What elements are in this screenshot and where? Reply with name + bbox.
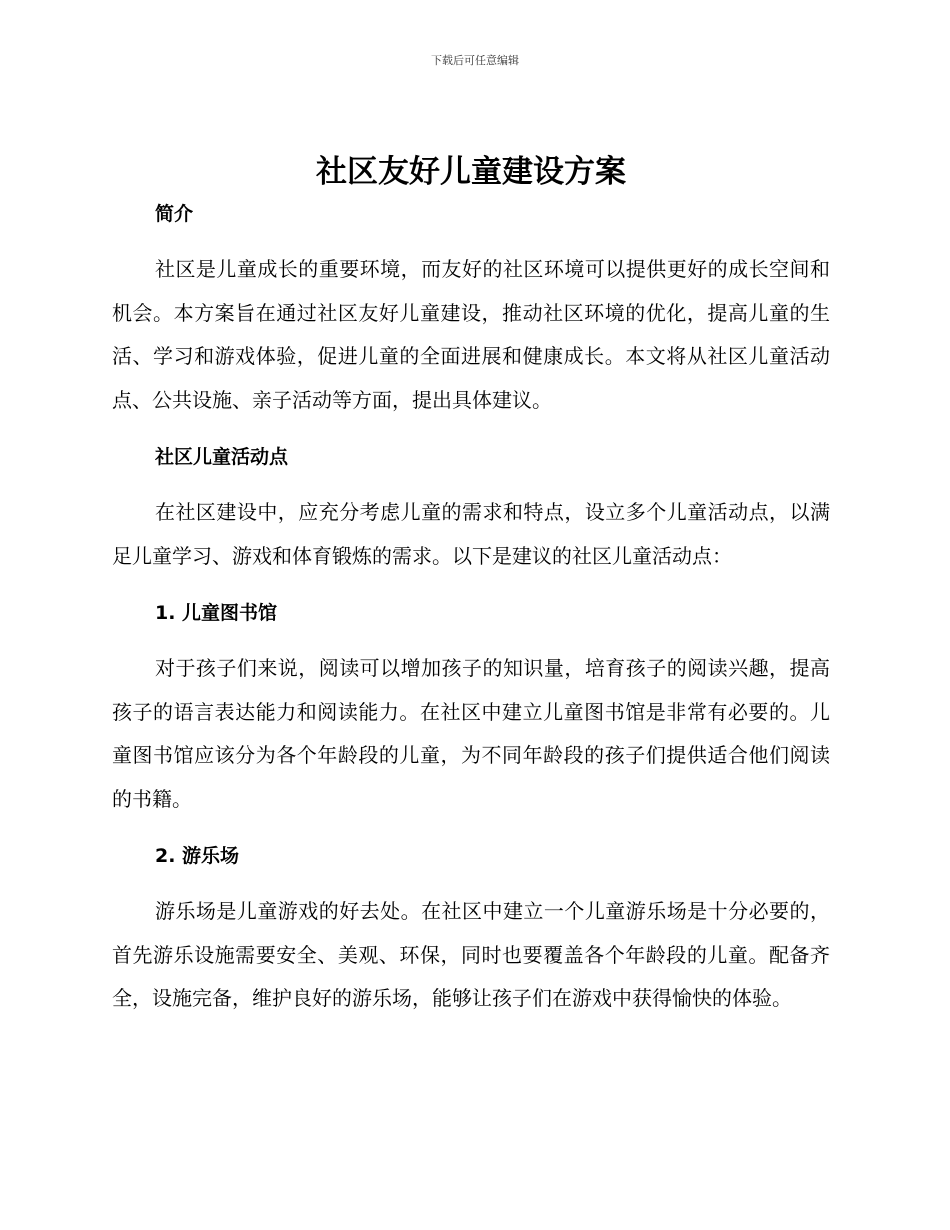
spacer xyxy=(112,422,830,443)
document-title: 社区友好儿童建设方案 xyxy=(316,154,626,190)
spacer xyxy=(112,471,830,491)
document-body xyxy=(112,150,830,1021)
spacer xyxy=(112,870,830,890)
header-note: 下载后可任意编辑 xyxy=(431,54,519,67)
section-heading-activity-points: 社区儿童活动点 xyxy=(155,446,289,468)
spacer xyxy=(112,578,830,599)
section-heading-playground: 2. 游乐场 xyxy=(155,845,240,867)
section-heading-library: 1. 儿童图书馆 xyxy=(155,602,278,624)
section-paragraph-activity-points: 在社区建设中，应充分考虑儿童的需求和特点，设立多个儿童活动点，以满足儿童学习、游戏和体育锻炼的需求。以下是建议的社区儿童活动点： xyxy=(112,500,830,568)
section-paragraph-playground: 游乐场是儿童游戏的好去处。在社区中建立一个儿童游乐场是十分必要的， 首先游乐设施需要安全、美观、环保，同时也要覆盖各个年龄段的儿童。配备齐全，设施完备，维护良好的游乐场，能够让孩子们在游戏中获得愉快的体验。 xyxy=(112,899,830,1010)
section-paragraph-library: 对于孩子们来说，阅读可以增加孩子的知识量，培育孩子的阅读兴趣，提高孩子的语言表达能力和阅读能力。在社区中建立儿童图书馆是非常有必要的。儿童图书馆应该分为各个年龄段的儿童，为不同年龄段的孩子们提供适合他们阅读的书籍。 xyxy=(112,656,830,811)
section-heading-intro: 简介 xyxy=(155,203,194,225)
spacer xyxy=(112,821,830,842)
section-paragraph-intro: 社区是儿童成长的重要环境，而友好的社区环境可以提供更好的成长空间和机会。本方案旨在通过社区友好儿童建设，推动社区环境的优化，提高儿童的生活、学习和游戏体验，促进儿童的全面进展和健康成长。本文将从社区儿童活动点、公共设施、亲子活动等方面，提出具体建议。 xyxy=(112,257,830,412)
spacer xyxy=(112,228,830,248)
spacer xyxy=(112,627,830,647)
